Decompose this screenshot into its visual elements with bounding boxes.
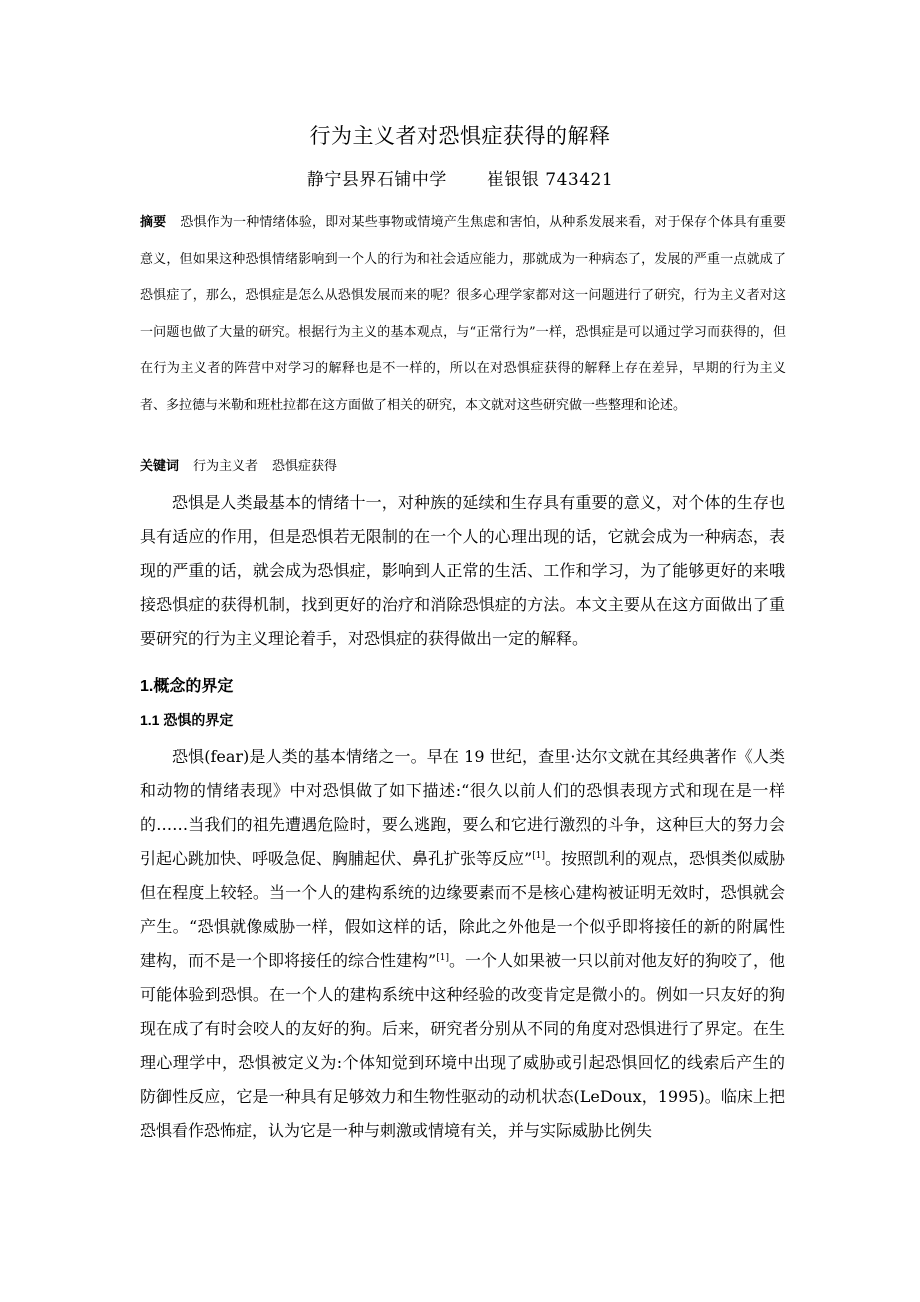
- abstract-label: 摘要: [140, 214, 167, 229]
- document-title: 行为主义者对恐惧症获得的解释: [309, 125, 611, 148]
- body-text-part1: 恐惧(fear)是人类的基本情绪之一。早在 19 世纪，查里·达尔文就在其经典著作《人类和动物的情绪表现》中对恐惧做了如下描述:“很久以前人们的恐惧表现方式和现在是一样的……当我们的祖先遭遇危险时，要么逃跑，要么和它进行激烈的斗争，这种巨大的努力会引起心跳加快、呼吸急促、胸脯起伏、鼻孔扩张等反应”: [140, 747, 785, 868]
- author-line: [0, 165, 920, 190]
- section-heading: 1.概念的界定: [140, 678, 234, 695]
- intro-section: [140, 486, 785, 656]
- citation-ref: [1]: [532, 851, 545, 861]
- keyword-item: 行为主义者: [193, 459, 259, 474]
- intro-paragraph: 恐惧是人类最基本的情绪十一，对种族的延续和生存具有重要的意义，对个体的生存也具有适应的作用，但是恐惧若无限制的在一个人的心理出现的话，它就会成为一种病态，表现的严重的话，就会成为恐惧症，影响到人正常的生活、工作和学习，为了能够更好的来哦接恐惧症的获得机制，找到更好的治疗和消除恐惧症的方法。本文主要从在这方面做出了重要研究的行为主义理论着手，对恐惧症的获得做出一定的解释。: [140, 493, 785, 648]
- citation-ref: [1]: [436, 953, 449, 963]
- author-name: 崔银银 743421: [486, 170, 614, 190]
- abstract: [140, 204, 786, 424]
- body-text-part2: 。按照凯利的观点，恐惧类似威胁但在程度上较轻。当一个人的建构系统的边缘要素而不是核心建构被证明无效时，恐惧就会产生。“恐惧就像威胁一样，假如这样的话，除此之外他是一个似乎即将接任的新的附属性建构，而不是一个即将接任的综合性建构”: [140, 849, 785, 970]
- keywords: [140, 455, 786, 474]
- subsection-heading: 1.1 恐惧的界定: [140, 712, 234, 728]
- keyword-item: 恐惧症获得: [272, 459, 338, 474]
- keywords-label: 关键词: [140, 458, 180, 473]
- section-body: [140, 740, 785, 1148]
- author-school: 静宁县界石铺中学: [306, 170, 447, 190]
- abstract-text: 恐惧作为一种情绪体验，即对某些事物或情境产生焦虑和害怕，从种系发展来看，对于保存个体具有重要意义，但如果这种恐惧情绪影响到一个人的行为和社会适应能力，那就成为一种病态了，发展的严重一点就成了恐惧症了，那么，恐惧症是怎么从恐惧发展而来的呢？很多心理学家都对这一问题进行了研究，行为主义者对这一问题也做了大量的研究。根据行为主义的基本观点，与“正常行为”一样，恐惧症是可以通过学习而获得的，但在行为主义者的阵营中对学习的解释也是不一样的，所以在对恐惧症获得的解释上存在差异，早期的行为主义者、多拉德与米勒和班杜拉都在这方面做了相关的研究，本文就对这些研究做一些整理和论述。: [140, 215, 786, 413]
- body-text-part3: 。一个人如果被一只以前对他友好的狗咬了，他可能体验到恐惧。在一个人的建构系统中这种经验的改变肯定是微小的。例如一只友好的狗现在成了有时会咬人的友好的狗。后来，研究者分别从不同的角度对恐惧进行了界定。在生理心理学中，恐惧被定义为:个体知觉到环境中出现了威胁或引起恐惧回忆的线索后产生的防御性反应，它是一种具有足够效力和生物性驱动的动机状态(LeDoux，1995)。临床上把恐惧看作恐怖症，认为它是一种与刺激或情境有关，并与实际威胁比例失: [140, 951, 785, 1140]
- body-paragraph: [140, 740, 785, 1148]
